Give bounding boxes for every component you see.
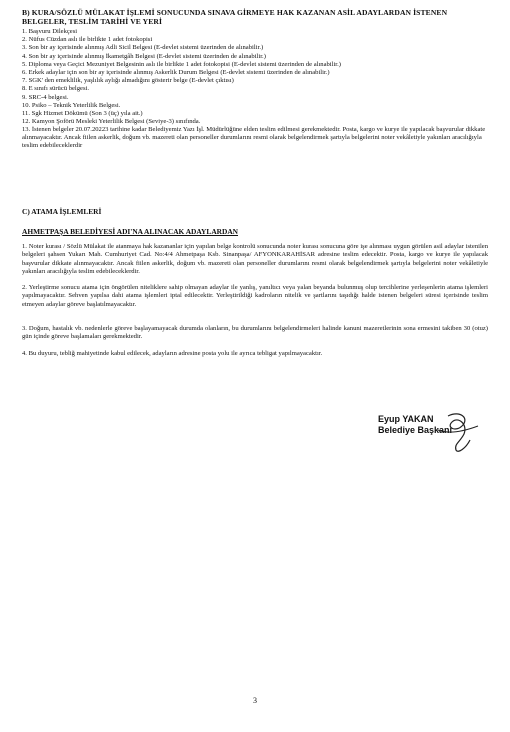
list-item: 11. Sgk Hizmet Dökümü (Son 3 (üç) yıla ait.) [22,110,143,118]
page-number: 3 [253,696,257,705]
section-b [22,8,488,149]
list-item: 7. SGK' den emeklilik, yaşlılık aylığı almadığını gösterir belge (E-devlet çıktısı) [22,77,234,85]
paragraph-4: 4. Bu duyuru, tebliğ mahiyetinde kabul edilecek, adayların adresine posta yolu ile ayrıca tebligat yapılmayacaktır. [22,350,323,357]
paragraph-1: 1. Noter kurası / Sözlü Mülakat ile atanmaya hak kazananlar için yapılan belge kontrolü sonucunda noter kurası sonucuna göre işe alınması uygun görülen asil adaylar istenilen belgeleri şahsen Yukarı Mah. Cumhuriyet Cad. No:4/4 Ahmetpaşa Ksb. Sinanpaşa/ AFYONKARAHİSAR adresine teslim edecektir. Posta, kargo ve kurye ile yapılacak başvurular dikkate alınmayacaktır. Ancak fiilen askerlik, doğum vb. mazereti olan personeller durumlarını resmi olarak belgelendirmek şartıyla belgelerini noter vekâletiyle yakınları aracılığıyla teslim edebileceklerdir. [22,243,488,276]
signature-block [378,414,488,454]
section-b-title-line1: B) KURA/SÖZLÜ MÜLAKAT İŞLEMİ SONUCUNDA SINAVA GİRMEYE HAK KAZANAN ASİL ADAYLARDAN İSTENEN [22,8,448,17]
paragraph-2: 2. Yerleştirme sonucu atama için öngörülen niteliklere sahip olmayan adaylar ile yanlış, yanıltıcı veya yalan beyanda bulunmuş olup tercihlerine yerleşenlerin atama işlemleri yapılmayacaktır. Sehven yapılsa dahi atama işlemleri iptal edilecektir. Yerleştirildiği kadroların nitelik ve şartlarını taşıdığı halde istenen belgeleri süresi içerisinde teslim etmeyen adaylar göreve başlatılmayacaktır. [22,284,488,308]
list-item: 13. İstenen belgeler 20.07.20223 tarihine kadar Belediyemiz Yazı İşl. Müdürlüğüne elden teslim edilmesi gerekmektedir. Posta, kargo ve kurye ile yapılacak başvurular dikkate alınmayacaktır. Ancak fiilen askerlik, doğum vb. mazereti olan personeller durumlarını resmi olarak belgelendirmek şartıyla belgelerini noter vekâletiyle yakınları aracılığıyla teslim edebileceklerdir [22,126,486,149]
list-item: 12. Kamyon Şoförü Mesleki Yeterlilik Belgesi (Seviye-3) sınıfında. [22,118,201,126]
signer-name: Eyup YAKAN [378,414,434,424]
section-c-title: C) ATAMA İŞLEMLERİ [22,207,102,216]
handwritten-signature [418,408,488,458]
list-item: 3. Son bir ay içerisinde alınmış Adli Sicil Belgesi (E-devlet sistemi üzerinden de alınabilir.) [22,44,264,52]
section-c-subtitle: AHMETPAŞA BELEDİYESİ ADI'NA ALINACAK ADAYLARDAN [22,227,239,236]
list-item: 4. Son bir ay içerisinde alınmış İkametgâh Belgesi (E-devlet sistemi üzerinden de alınabilir.) [22,52,266,60]
list-item: 2. Nüfus Cüzdan aslı ile birlikte 1 adet fotokopisi [22,36,153,44]
list-item: 1. Başvuru Dilekçesi [22,28,78,35]
paragraph-3: 3. Doğum, hastalık vb. nedenlerle göreve başlayamayacak durumda olanların, bu durumlarını belgelendirmeleri halinde kanuni mazeretlerinin sona ermesini takiben 30 (otuz) gün içinde göreve başlamaları gerekmektedir. [22,325,488,341]
list-item: 9. SRC-4 belgesi. [22,93,69,101]
signer-title: Belediye Başkanı [378,425,453,435]
required-documents-list [22,28,488,149]
list-item: 6. Erkek adaylar için son bir ay içerisinde alınmış Askerlik Durum Belgesi (E-devlet sistemi üzerinden de alınabilir.) [22,69,330,77]
list-item: 5. Diploma veya Geçici Mezuniyet Belgesinin aslı ile birlikte 1 adet fotokopisi (E-devlet sistemi üzerinden de alınabilir.) [22,60,341,68]
section-b-title-line2: BELGELER, TESLİM TARİHİ VE YERİ [22,17,163,26]
list-item: 10. Psiko – Teknik Yeterlilik Belgesi. [22,101,121,109]
list-item: 8. E sınıfı sürücü belgesi. [22,85,90,93]
